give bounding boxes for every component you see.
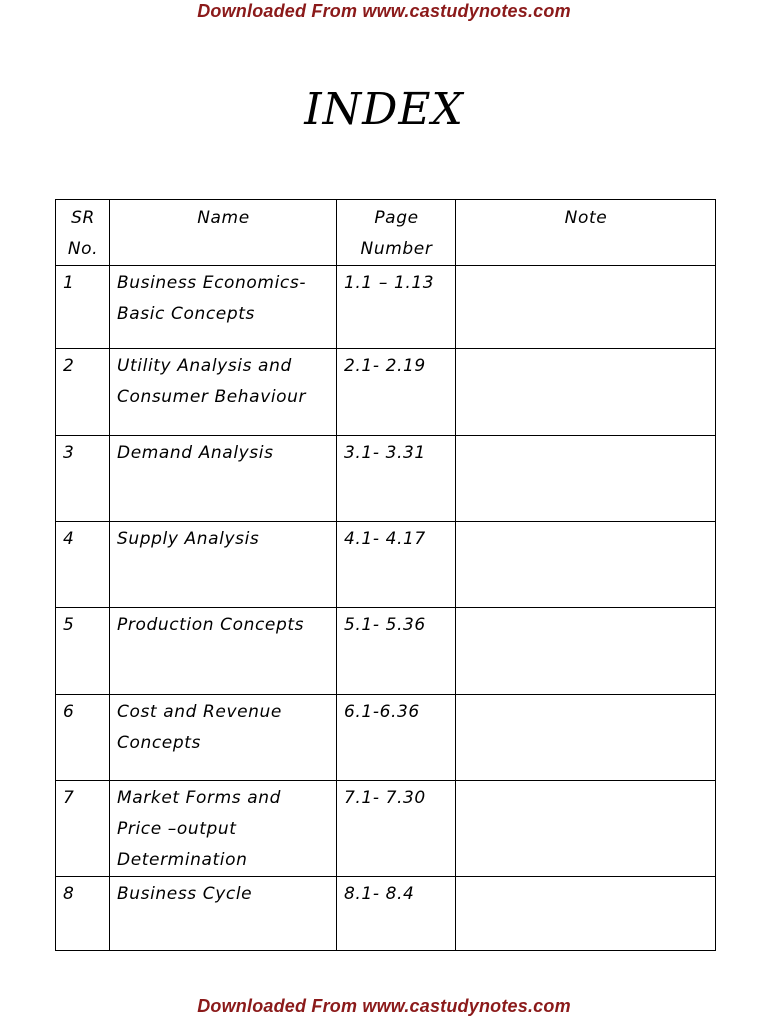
table-row [56,608,716,695]
table-header-row [56,200,716,266]
name-cell: Supply Analysis [110,522,337,608]
table-row [56,781,716,877]
page-number-cell: 8.1- 8.4 [337,877,456,951]
header-sr-no: SR No. [56,200,110,266]
sr-no-cell: 6 [56,695,110,781]
page-number-cell: 3.1- 3.31 [337,436,456,522]
page-number-cell: 2.1- 2.19 [337,349,456,436]
sr-no-cell: 8 [56,877,110,951]
page-number-cell: 1.1 – 1.13 [337,266,456,349]
table-row [56,266,716,349]
note-cell [456,877,716,951]
table-row [56,436,716,522]
sr-no-cell: 2 [56,349,110,436]
note-cell [456,781,716,877]
page-number-cell: 7.1- 7.30 [337,781,456,877]
footer-watermark: Downloaded From www.castudynotes.com [197,996,571,1016]
sr-no-cell: 3 [56,436,110,522]
page-number-cell: 5.1- 5.36 [337,608,456,695]
note-cell [456,695,716,781]
note-cell [456,522,716,608]
name-cell: Demand Analysis [110,436,337,522]
name-cell: Market Forms and Price –output Determination [110,781,337,877]
index-table [55,199,716,951]
header-name: Name [110,200,337,266]
name-cell: Business Cycle [110,877,337,951]
note-cell [456,349,716,436]
name-cell: Production Concepts [110,608,337,695]
sr-no-cell: 7 [56,781,110,877]
header-note: Note [456,200,716,266]
name-cell: Cost and Revenue Concepts [110,695,337,781]
note-cell [456,608,716,695]
name-cell: Utility Analysis and Consumer Behaviour [110,349,337,436]
note-cell [456,266,716,349]
table-row [56,877,716,951]
page-number-cell: 6.1-6.36 [337,695,456,781]
sr-no-cell: 1 [56,266,110,349]
header-page-number: Page Number [337,200,456,266]
header-watermark: Downloaded From www.castudynotes.com [197,1,571,21]
note-cell [456,436,716,522]
table-row [56,695,716,781]
page-title: INDEX [304,84,464,135]
sr-no-cell: 5 [56,608,110,695]
name-cell: Business Economics- Basic Concepts [110,266,337,349]
table-row [56,349,716,436]
page-number-cell: 4.1- 4.17 [337,522,456,608]
table-row [56,522,716,608]
sr-no-cell: 4 [56,522,110,608]
